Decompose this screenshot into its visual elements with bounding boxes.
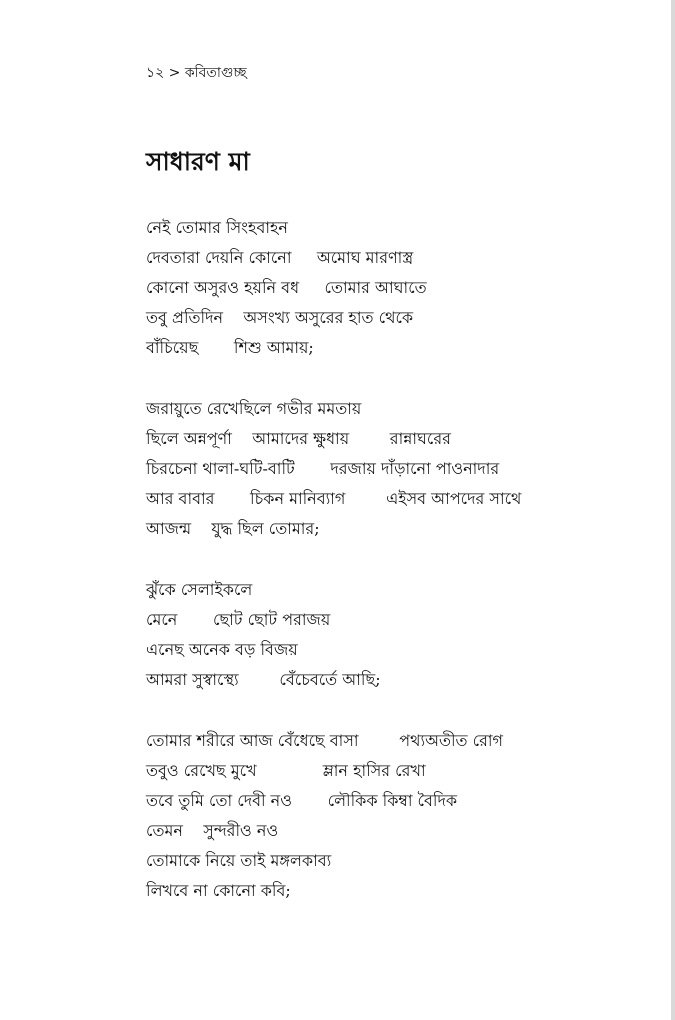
stanza-1 bbox=[146, 213, 626, 363]
poem-line: দেবতারা দেয়নি কোনো অমোঘ মারণাস্ত্র bbox=[146, 248, 414, 267]
poem-line: ছিলে অন্নপূর্ণা আমাদের ক্ষুধায় রান্নাঘরের bbox=[146, 429, 451, 448]
poem-line: লিখবে না কোনো কবি; bbox=[146, 881, 291, 900]
poem-line: মেনে ছোট ছোট পরাজয় bbox=[146, 610, 331, 629]
poem-line: নেই তোমার সিংহবাহন bbox=[146, 218, 288, 237]
poem-line: তবুও রেখেছ মুখে ম্লান হাসির রেখা bbox=[146, 761, 426, 780]
poem-title: সাধারণ মা bbox=[146, 147, 250, 176]
poem-line: বাঁচিয়েছ শিশু আমায়; bbox=[146, 338, 314, 357]
poem-line: তোমাকে নিয়ে তাই মঙ্গলকাব্য bbox=[146, 851, 332, 870]
poem-line: চিরচেনা থালা-ঘটি-বাটি দরজায় দাঁড়ানো পাওনাদার bbox=[146, 459, 500, 478]
poem-line: এনেছ অনেক বড় বিজয় bbox=[146, 640, 298, 659]
poem-line: তবু প্রতিদিন অসংখ্য অসুরের হাত থেকে bbox=[146, 308, 414, 327]
poem-line: জরায়ুতে রেখেছিলে গভীর মমতায় bbox=[146, 399, 362, 418]
poem-line: তেমন সুন্দরীও নও bbox=[146, 821, 279, 840]
page-edge bbox=[671, 0, 675, 1020]
poem-line: তোমার শরীরে আজ বেঁধেছে বাসা পথ্যঅতীত রোগ bbox=[146, 731, 504, 750]
stanza-4 bbox=[146, 726, 626, 906]
poem-body bbox=[146, 213, 626, 937]
poem-line: আর বাবার চিকন মানিব্যাগ এইসব আপদের সাথে bbox=[146, 489, 522, 508]
poem-line: কোনো অসুরও হয়নি বধ তোমার আঘাতে bbox=[146, 278, 427, 297]
poem-line: ঝুঁকে সেলাইকলে bbox=[146, 580, 253, 599]
poem-line: আজন্ম যুদ্ধ ছিল তোমার; bbox=[146, 519, 320, 538]
stanza-2 bbox=[146, 394, 626, 544]
stanza-3 bbox=[146, 575, 626, 695]
running-header: ১২ > কবিতাগুচ্ছ bbox=[146, 65, 247, 81]
poem-line: আমরা সুস্বাস্থ্যে বেঁচেবর্তে আছি; bbox=[146, 670, 381, 689]
poem-line: তবে তুমি তো দেবী নও লৌকিক কিম্বা বৈদিক bbox=[146, 791, 458, 810]
